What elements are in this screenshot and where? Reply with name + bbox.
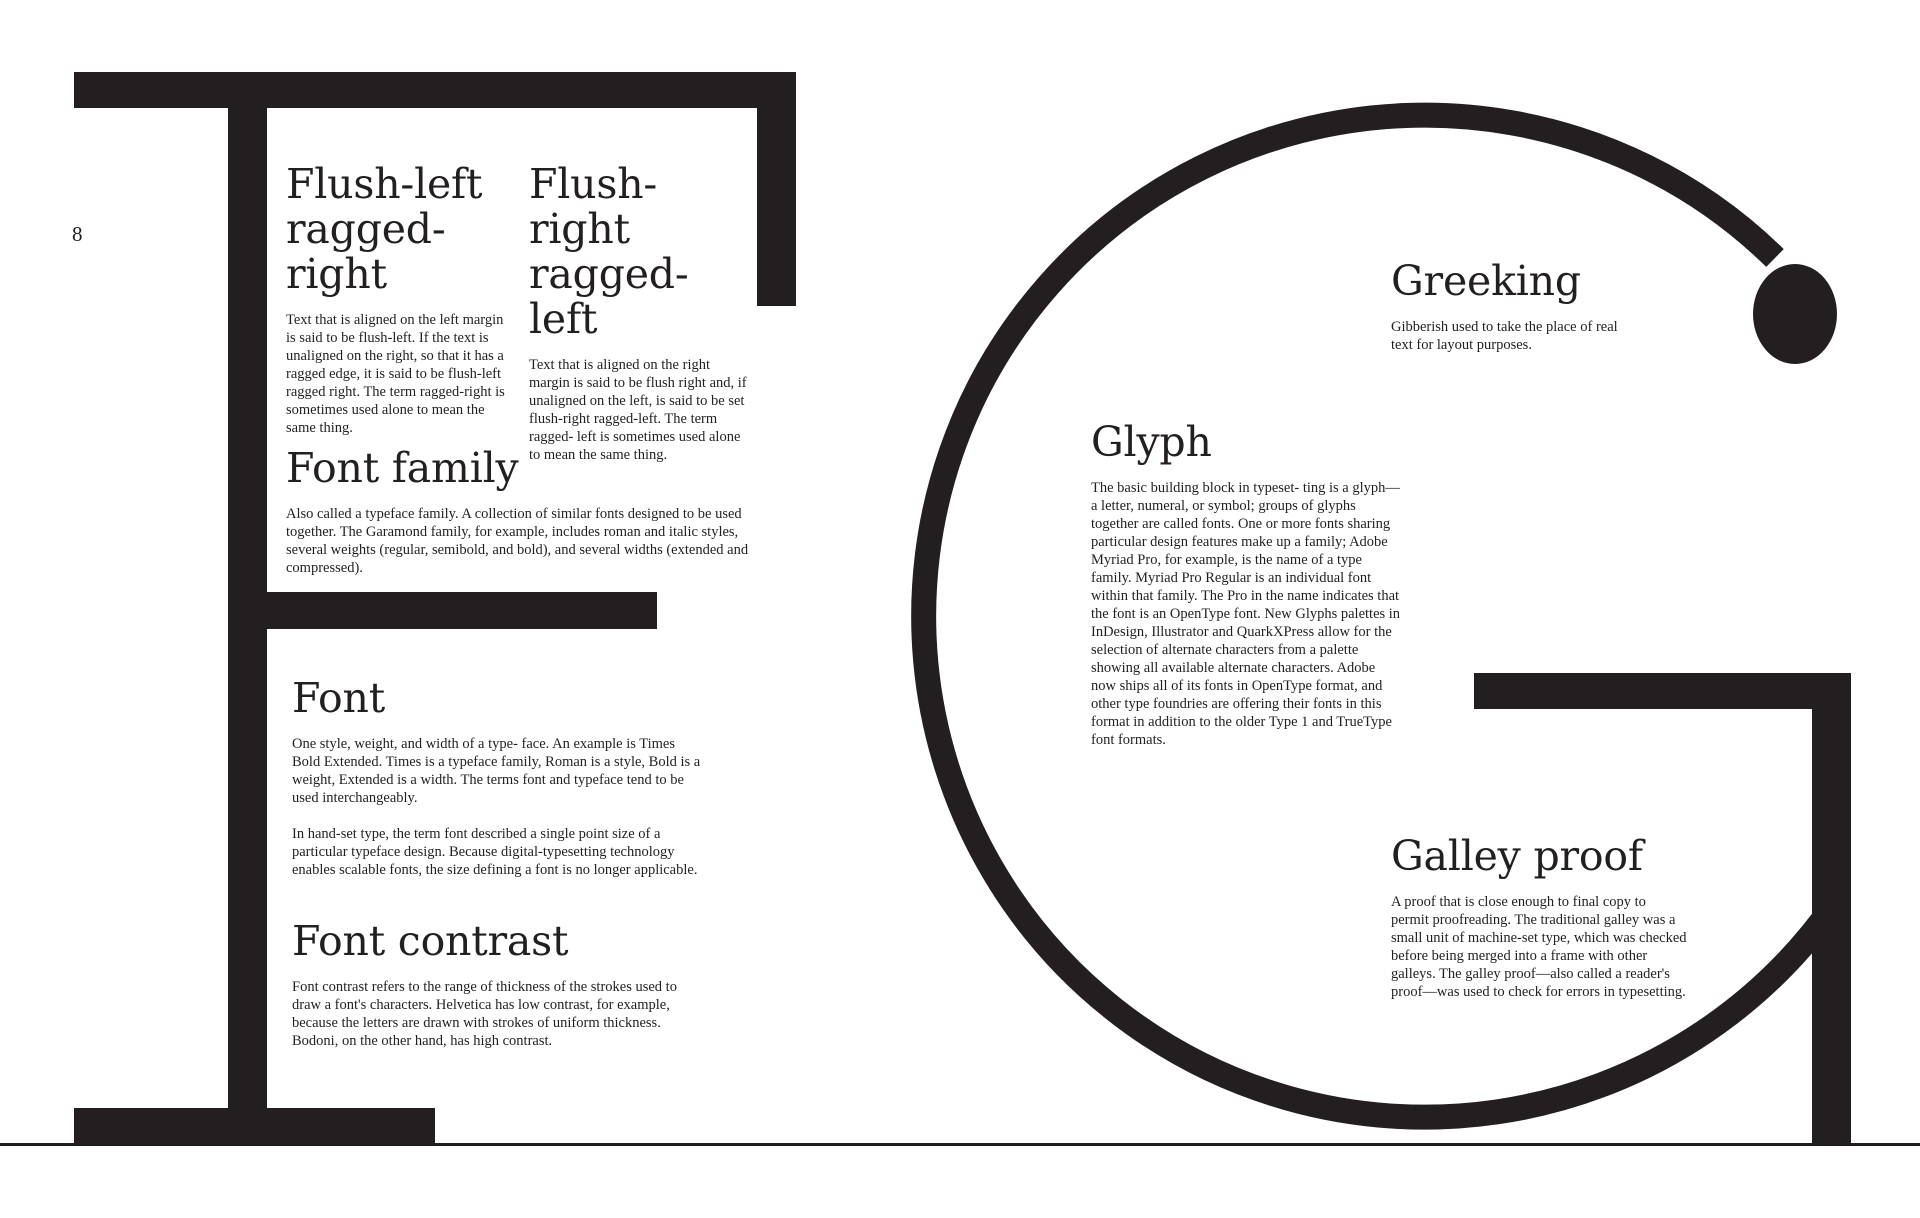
entry-text: In hand-set type, the term font described a single point size of a particular typeface design. Because digital-typesetting technology enables scalable fonts, the size defining a font is no longer applicable. — [292, 826, 698, 878]
entry-title: Flush-left ragged-right — [286, 160, 483, 298]
entry-flush-left — [286, 162, 508, 437]
entry-title: Greeking — [1391, 257, 1581, 305]
page-number: 8 — [72, 222, 83, 246]
entry-text: Also called a typeface family. A collection of similar fonts designed to be used together. The Garamond family, for example, includes roman and italic styles, several weights (regular, semibold, and bold), and several widths (extended and compressed). — [286, 506, 749, 576]
entry-text: The basic building block in typeset- ting is a glyph—a letter, numeral, or symbol; groups of glyphs together are called fonts. One or more fonts sharing particular design features make up a family; Adobe Myriad Pro, for example, is the name of a type family. Myriad Pro Regular is an individual font within that family. The Pro in the name indicates that the font is an OpenType font. New Glyphs palettes in InDesign, Illustrator and QuarkXPress allow for the selection of alternate characters from a palette showing all available alternate characters. Adobe now ships all of its fonts in OpenType format, and other type foundries are offering their fonts in this format in addition to the older Type 1 and TrueType font formats. — [1091, 480, 1401, 748]
entry-title: Glyph — [1091, 418, 1212, 466]
entry-greeking — [1391, 259, 1631, 354]
entry-text: Font contrast refers to the range of thickness of the strokes used to draw a font's characters. Helvetica has low contrast, for example, because the letters are drawn with strokes of uniform thickness. Bodoni, on the other hand, has high contrast. — [292, 979, 677, 1049]
entry-font — [292, 676, 702, 879]
entry-galley-proof — [1391, 834, 1687, 1001]
entry-text: One style, weight, and width of a type- face. An example is Times Bold Extended. Times is a typeface family, Roman is a style, Bold is a weight, Extended is a width. The terms font and typeface tend to be used interchangeably. — [292, 736, 701, 806]
entry-flush-right — [529, 162, 751, 464]
entry-text: Text that is aligned on the right margin is said to be flush right and, if unaligned on the left, is said to be set flush-right ragged-left. The term ragged- left is sometimes used alone to mean the same thing. — [529, 357, 747, 463]
entry-title: Font family — [286, 444, 519, 492]
entry-title: Font contrast — [292, 917, 569, 965]
baseline-rule — [0, 1143, 1920, 1146]
entry-text: A proof that is close enough to final copy to permit proofreading. The traditional galley was a small unit of machine-set type, which was checked before being merged into a frame with other galleys. The galley proof—also called a reader's proof—was used to check for errors in typesetting. — [1391, 894, 1687, 1000]
entry-font-contrast — [292, 919, 702, 1050]
entry-title: Font — [292, 674, 385, 722]
entry-title: Galley proof — [1391, 832, 1643, 880]
entry-text: Text that is aligned on the left margin is said to be flush-left. If the text is unaligned on the right, so that it has a ragged edge, it is said to be flush-left ragged right. The term ragged-right is sometimes used alone to mean the same thing. — [286, 312, 505, 436]
entry-text: Gibberish used to take the place of real text for layout purposes. — [1391, 319, 1618, 353]
entry-title: Flush-right ragged-left — [529, 160, 689, 343]
entry-font-family — [286, 446, 756, 577]
entry-glyph — [1091, 420, 1403, 749]
